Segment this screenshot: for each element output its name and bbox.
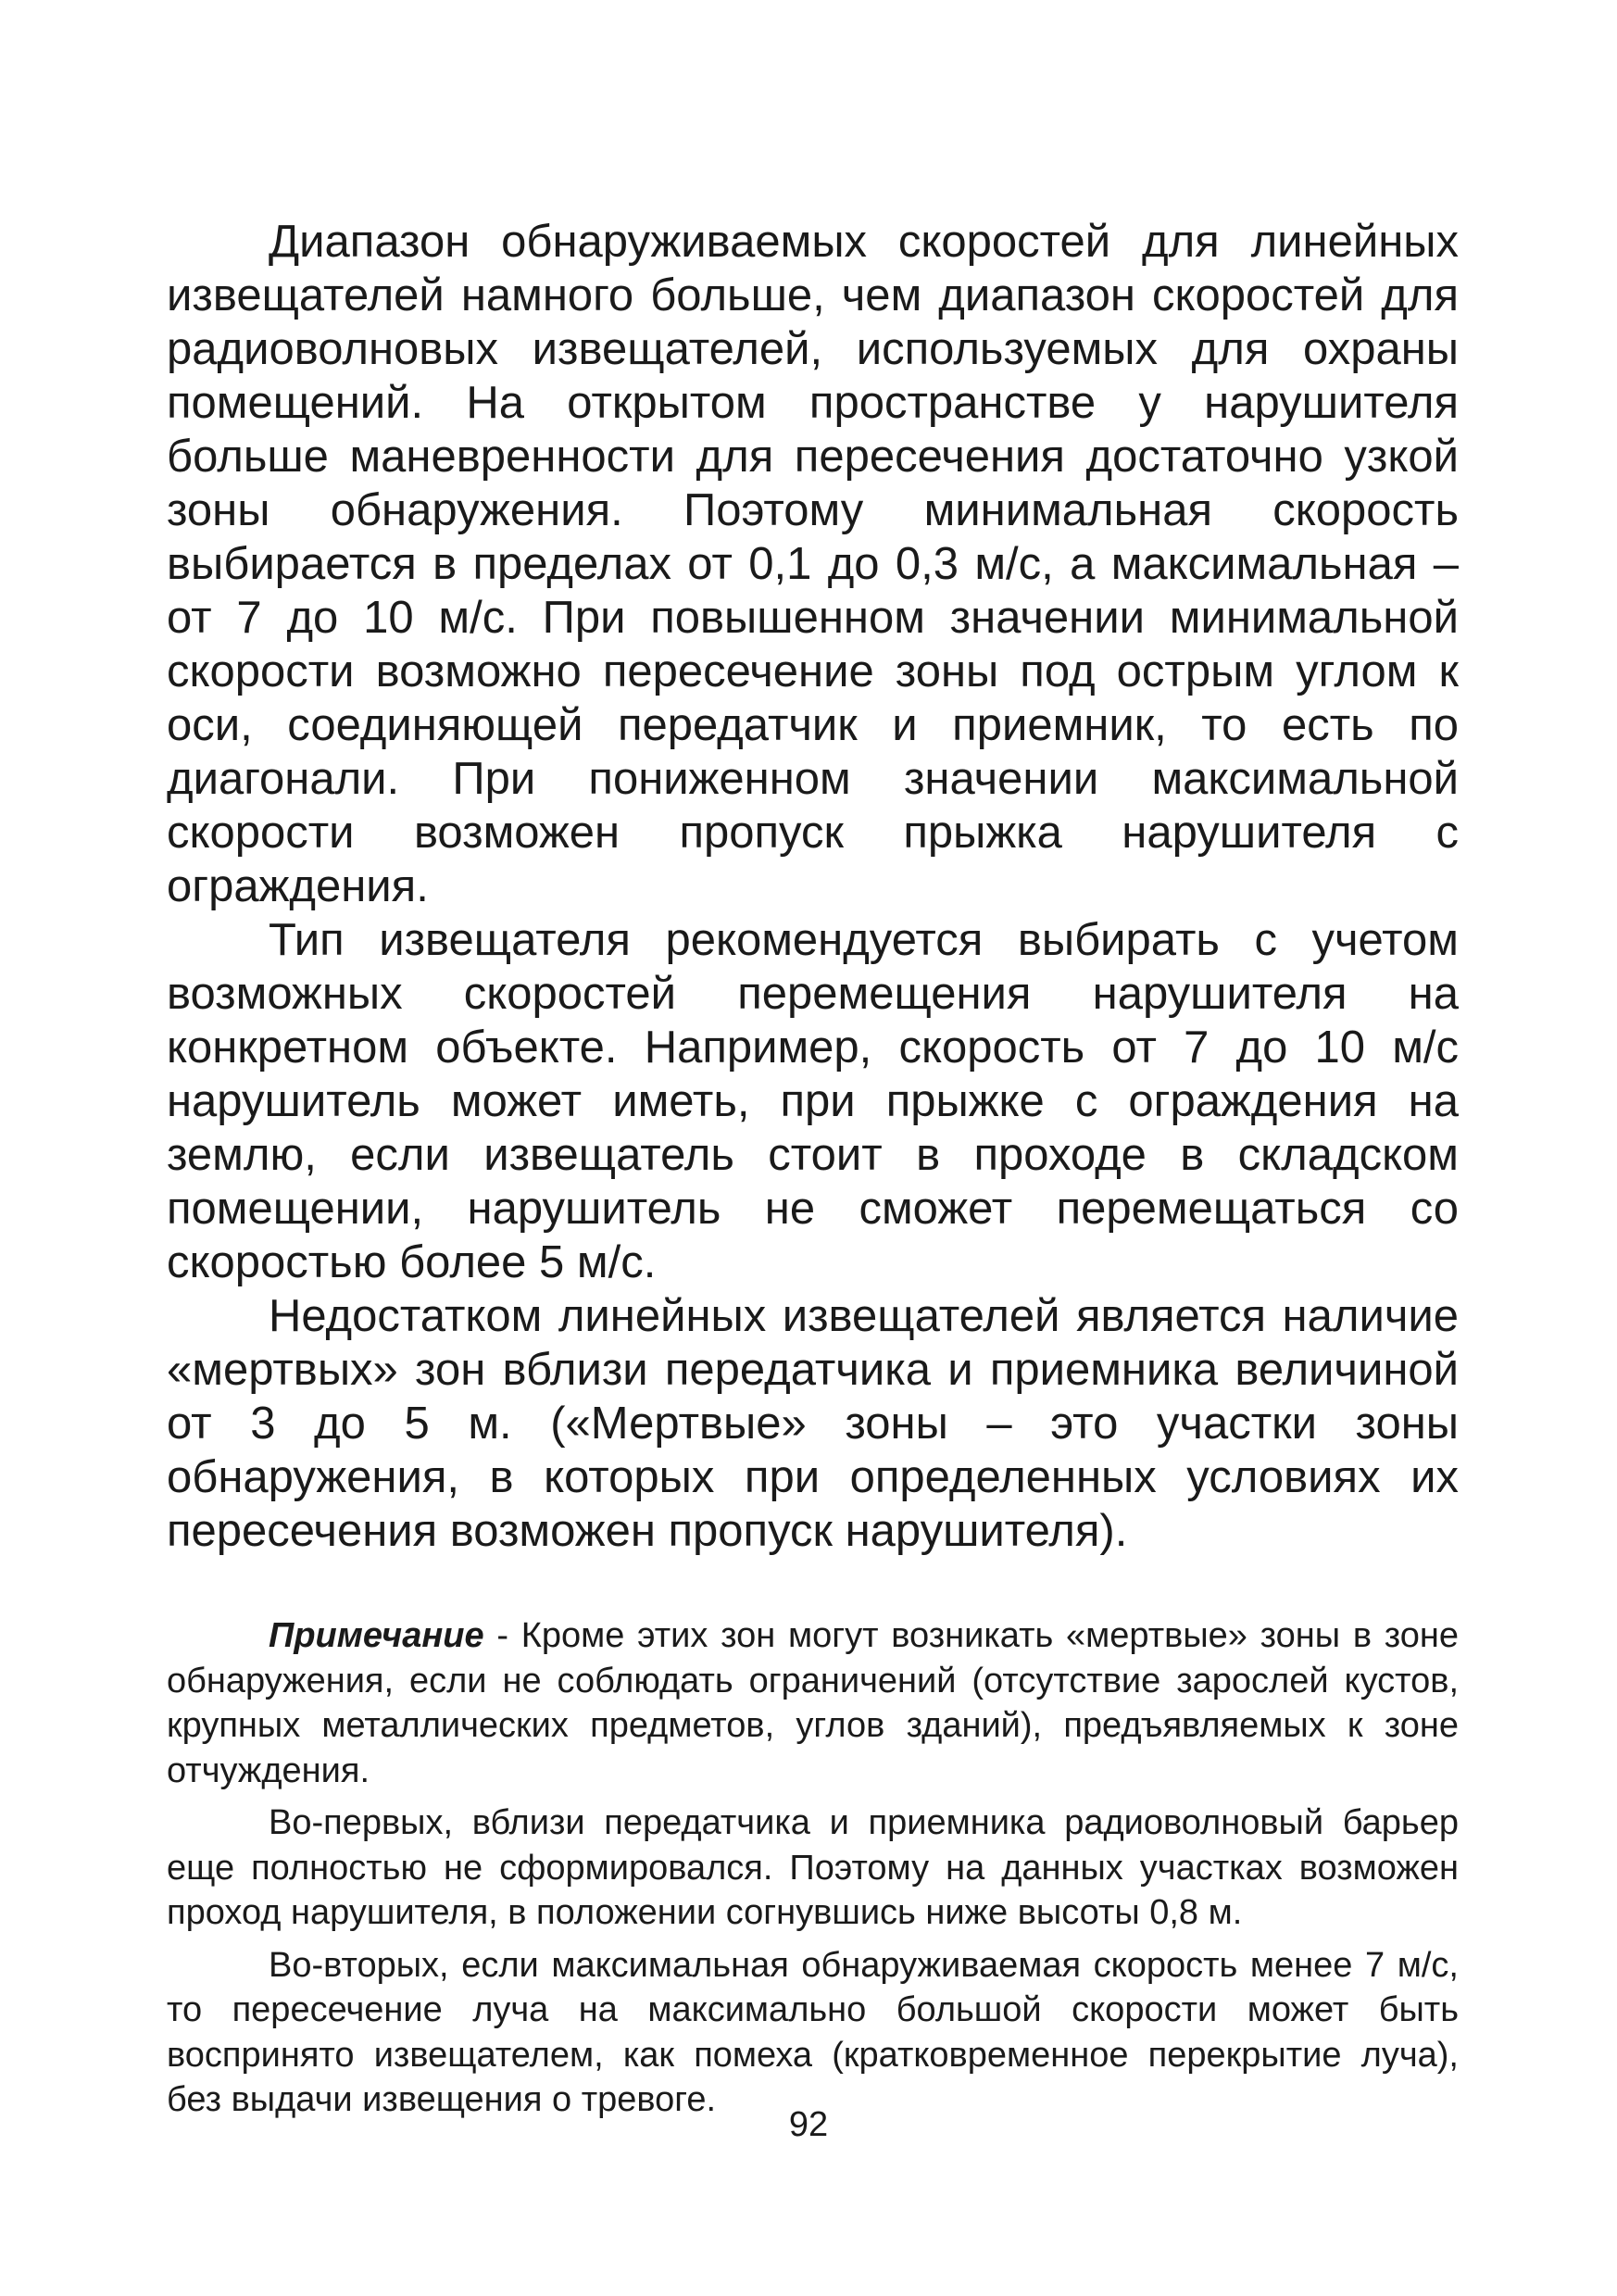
paragraph-speed-range: Диапазон обнаруживаемых скоростей для линейных извещателей намного больше, чем диапазон скоростей для радиоволновых извещателей, используемых для охраны помещений. На открытом пространстве у нарушителя больше маневренности для пересечения достаточно узкой зоны обнаружения. Поэтому минимальная скорость выбирается в пределах от 0,1 до 0,3 м/с, а максимальная – от 7 до 10 м/с. При повышенном значении минимальной скорости возможно пересечение зоны под острым углом к оси, соединяющей передатчик и приемник, то есть по диагонали. При пониженном значении максимальной скорости возможен пропуск прыжка нарушителя с ограждения. bbox=[167, 217, 1459, 911]
page-number: 92 bbox=[788, 2105, 829, 2144]
note-first-point: Во-первых, вблизи передатчика и приемника радиоволновый барьер еще полностью не сформировался. Поэтому на данных участках возможен проход нарушителя, в положении согнувшись ниже высоты 0,8 м. bbox=[167, 1803, 1459, 1932]
note-label: Примечание bbox=[269, 1616, 484, 1655]
paragraph-dead-zones: Недостатком линейных извещателей является наличие «мертвых» зон вблизи передатчика и приемника величиной от 3 до 5 м. («Мертвые» зоны – это участки зоны обнаружения, в которых при определенных условиях их пересечения возможен пропуск нарушителя). bbox=[167, 1291, 1459, 1556]
paragraph-detector-type: Тип извещателя рекомендуется выбирать с учетом возможных скоростей перемещения нарушителя на конкретном объекте. Например, скорость от 7 до 10 м/с нарушитель может иметь, при прыжке с ограждения на землю, если извещатель стоит в проходе в складском помещении, нарушитель не сможет перемещаться со скоростью более 5 м/с. bbox=[167, 915, 1459, 1287]
page-content bbox=[167, 215, 1459, 2130]
note-intro-text: - Кроме этих зон могут возникать «мертвые» зоны в зоне обнаружения, если не соблюдать ограничений (отсутствие зарослей кустов, крупных металлических предметов, углов зданий), предъявляемых к зоне отчуждения. bbox=[167, 1616, 1459, 1790]
main-text bbox=[167, 215, 1459, 1558]
note-block bbox=[167, 1613, 1459, 2123]
note-intro-paragraph bbox=[167, 1613, 1459, 1793]
note-second-point: Во-вторых, если максимальная обнаруживаемая скорость менее 7 м/с, то пересечение луча на максимально большой скорости может быть воспринято извещателем, как помеха (кратковременное перекрытие луча), без выдачи извещения о тревоге. bbox=[167, 1945, 1459, 2119]
